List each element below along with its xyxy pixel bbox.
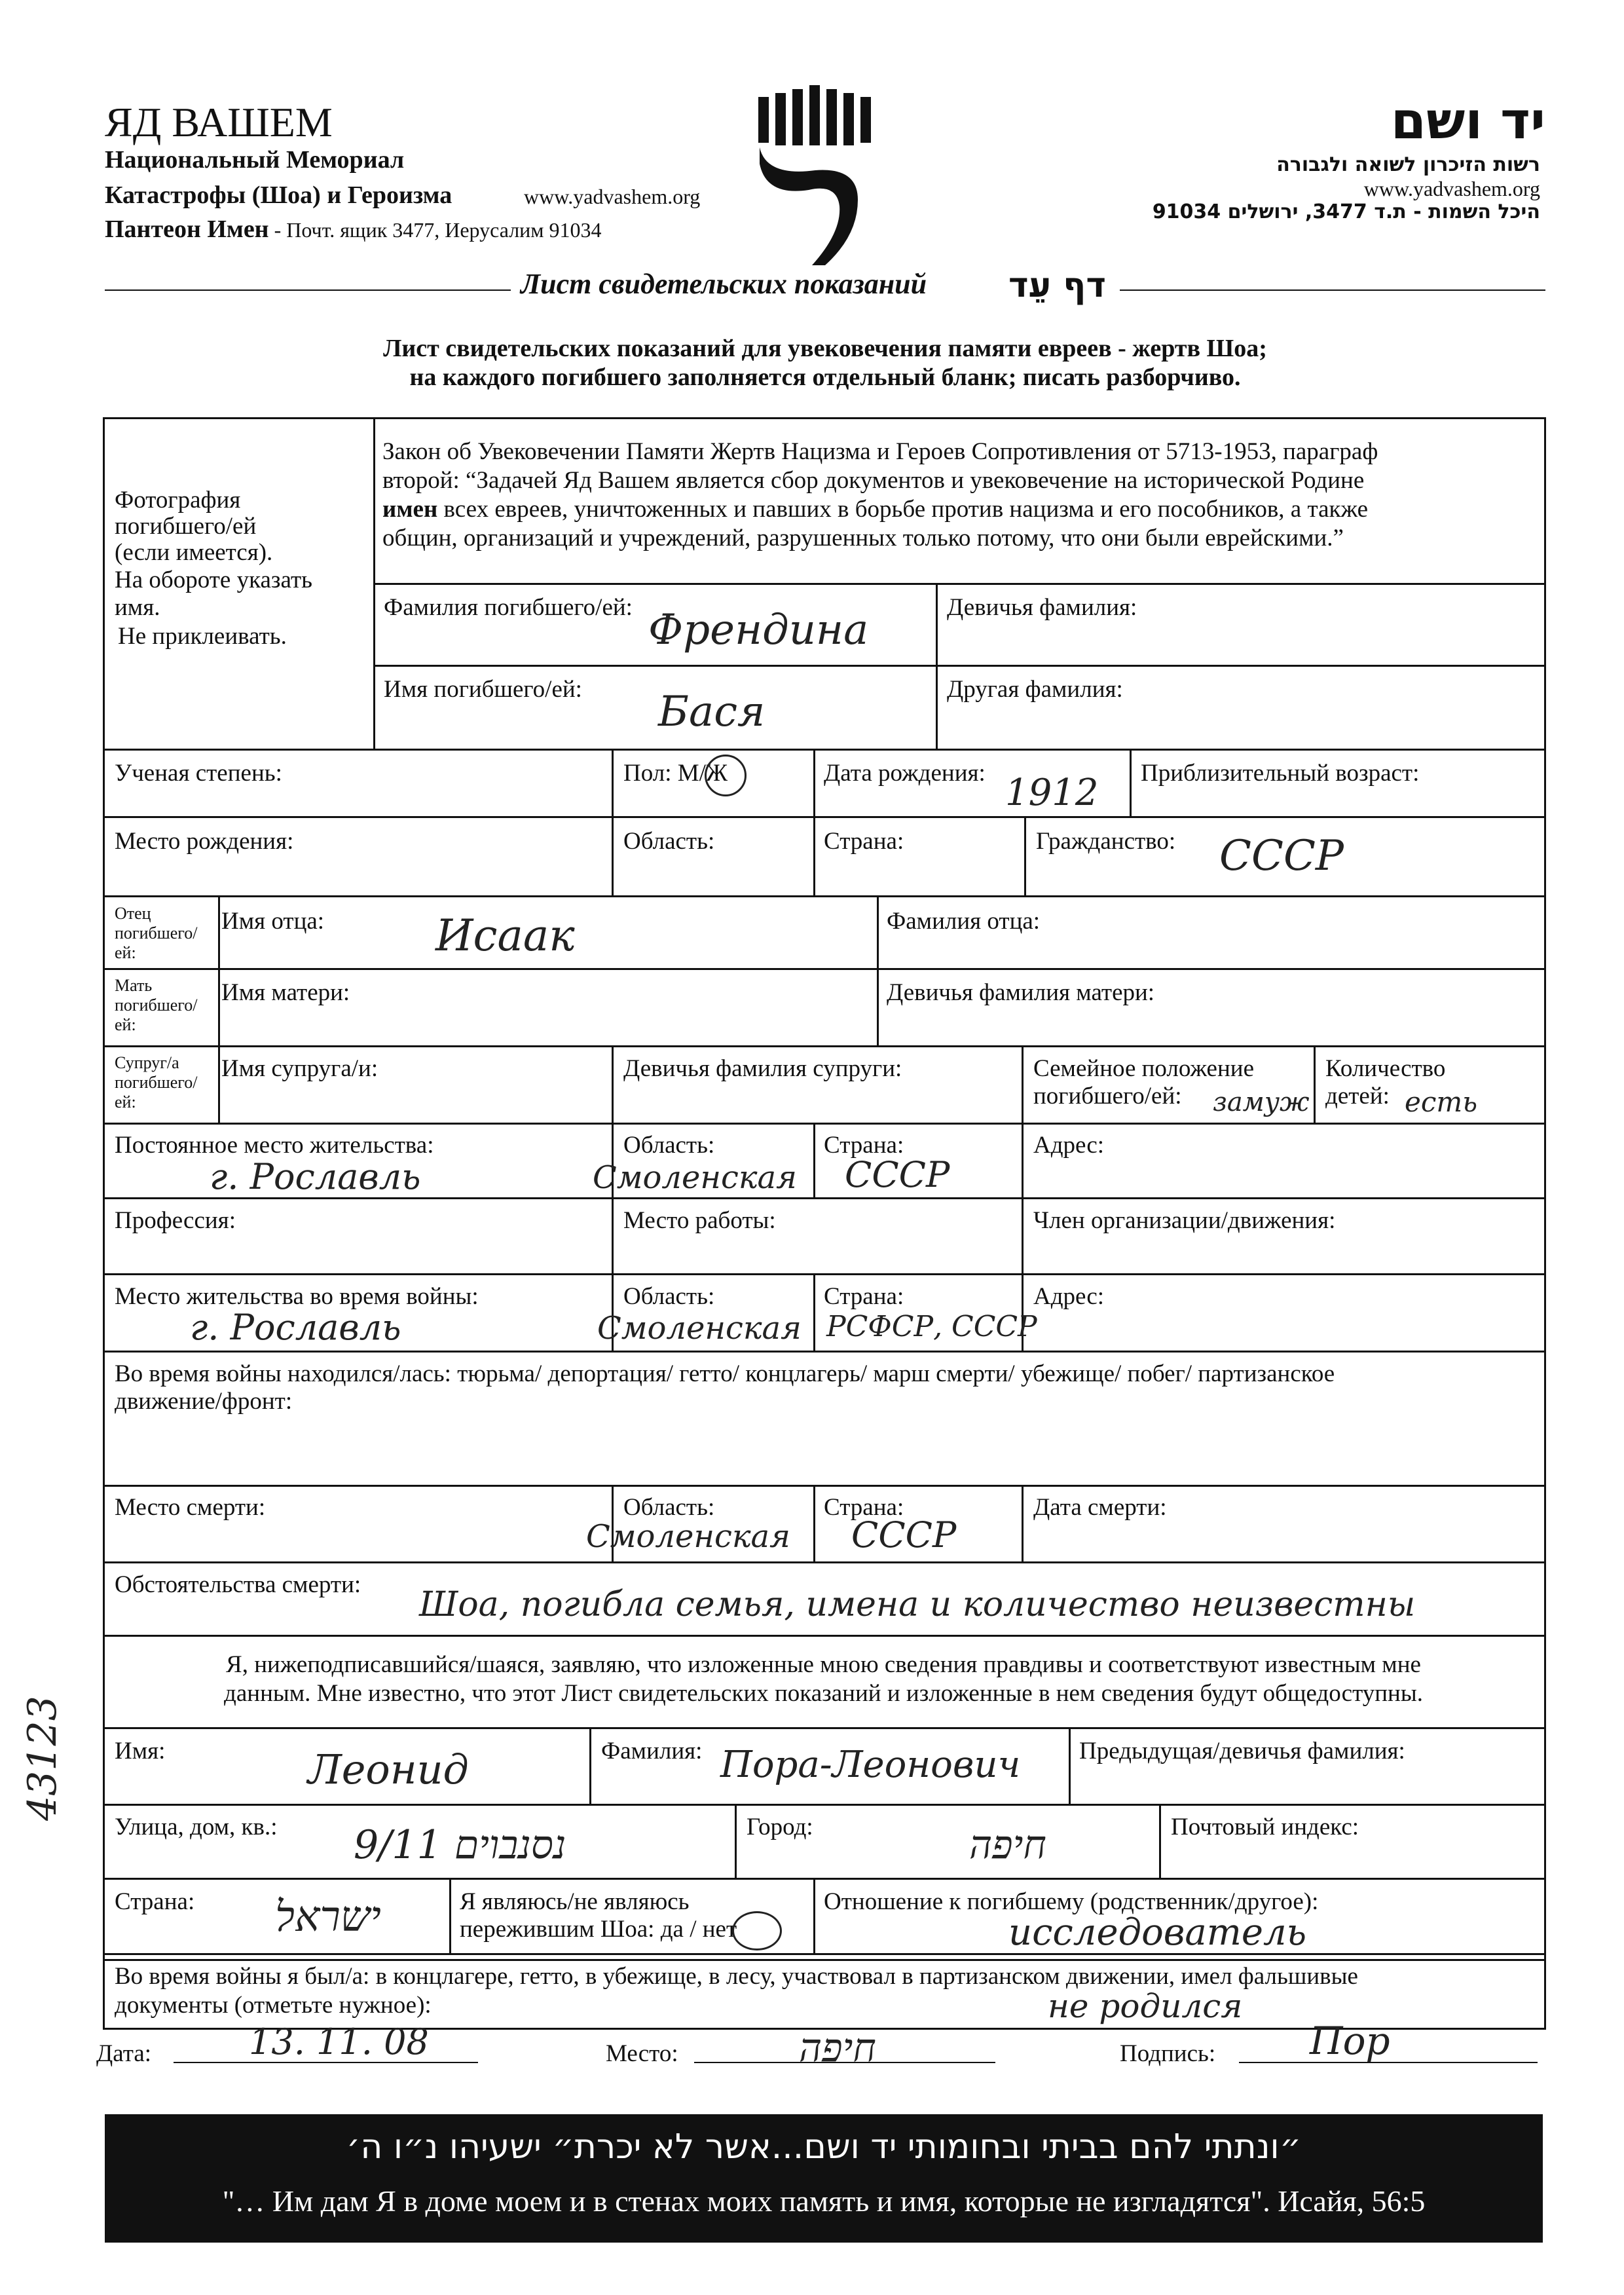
dob-value[interactable]: 1912	[1005, 772, 1099, 814]
death-region-label: Область:	[623, 1494, 715, 1521]
he-line-3: היכל השמות - ת.ד 3477, ירושלים 91034	[1152, 200, 1540, 223]
residence-address-label: Адрес:	[1033, 1132, 1105, 1159]
rule-citizenship-left	[1024, 816, 1026, 897]
rule-col4-a	[1022, 1045, 1024, 1275]
mother-maiden-label: Девичья фамилия матери:	[887, 979, 1155, 1006]
war-region-label: Область:	[623, 1283, 715, 1310]
rule-sub-surname-left	[589, 1727, 591, 1806]
mother-side-1: Мать	[115, 976, 153, 995]
form-title: Лист свидетельских показаний	[521, 268, 927, 300]
rule-spouse-bottom	[103, 1123, 1544, 1125]
death-country-value[interactable]: СССР	[851, 1514, 957, 1556]
law-line-4: общин, организаций и учреждений, разрушенных только потому, что они были еврейскими.”	[382, 525, 1344, 551]
citizenship-value[interactable]: СССР	[1219, 832, 1344, 880]
law-bold-word: имен	[382, 496, 438, 523]
sub-name-label: Имя:	[115, 1738, 166, 1764]
war-country-label: Страна:	[824, 1283, 904, 1310]
rule-relation-left	[813, 1878, 815, 1955]
form-title-he: דף עֵד	[1008, 266, 1106, 305]
residence-country-value[interactable]: СССР	[845, 1154, 950, 1195]
title-rule-left	[105, 289, 511, 291]
date-value[interactable]: 13. 11. 08	[249, 2021, 429, 2062]
rule-decl-bottom	[103, 1727, 1544, 1729]
death-region-value[interactable]: Смоленская	[586, 1518, 790, 1555]
rule-age-left	[1130, 749, 1132, 818]
father-name-value[interactable]: Исаак	[435, 910, 575, 961]
signature-value[interactable]: Пор	[1310, 2019, 1390, 2063]
law-line-2: второй: “Задачей Яд Вашем является сбор документов и увековечение на исторической Родине	[382, 467, 1365, 494]
org-name-ru: ЯД ВАШЕМ	[105, 99, 333, 145]
degree-label: Ученая степень:	[115, 760, 282, 787]
victim-first-label: Имя погибшего/ей:	[384, 676, 582, 703]
intro-line-2: на каждого погибшего заполняется отдельный бланк; писать разборчиво.	[409, 364, 1241, 391]
workplace-label: Место работы:	[623, 1207, 776, 1234]
father-side-3: ей:	[115, 943, 136, 962]
footer-russian-quote: "… Им дам Я в доме моем и в стенах моих память и имя, которые не изгладятся". Исайя, 56:5	[222, 2184, 1426, 2218]
title-rule-right	[1120, 289, 1545, 291]
he-line-1: רשות הזיכרון לשואה ולגבורה	[1276, 153, 1540, 176]
place-value[interactable]: חיפה	[799, 2025, 876, 2071]
rule-surname-bottom	[375, 665, 1544, 667]
photo-label-1: Фотография	[115, 487, 241, 513]
residence-country-label: Страна:	[824, 1132, 904, 1159]
father-side-1: Отец	[115, 904, 151, 923]
father-side-2: погибшего/	[115, 924, 198, 942]
victim-other-label: Другая фамилия:	[947, 676, 1123, 703]
children-value[interactable]: есть	[1405, 1086, 1478, 1118]
spouse-side-2: погибшего/	[115, 1073, 198, 1092]
rule-sub-prev-left	[1069, 1727, 1071, 1806]
birth-country-label: Страна:	[824, 828, 904, 855]
father-name-label: Имя отца:	[221, 908, 325, 935]
citizenship-label: Гражданство:	[1036, 828, 1176, 855]
rule-children-left	[1314, 1045, 1316, 1125]
death-place-label: Место смерти:	[115, 1494, 266, 1521]
menorah-logo-icon	[753, 85, 877, 269]
victim-surname-value[interactable]: Френдина	[648, 606, 869, 654]
war-status-line-2: движение/фронт:	[115, 1388, 293, 1415]
declaration-line-1: Я, нижеподписавшийся/шаяся, заявляю, что изложенные мною сведения правдивы и соответствуют известным мне	[226, 1651, 1421, 1678]
war-submitter-value[interactable]: не родился	[1048, 1987, 1243, 2025]
rule-subname-bottom	[103, 1804, 1544, 1806]
rule-work-bottom	[103, 1273, 1544, 1275]
photo-label-2: погибшего/ей	[115, 513, 257, 540]
age-label: Приблизительный возраст:	[1141, 760, 1420, 787]
law-line-3-rest: всех евреев, уничтоженных и павших в борьбе против нацизма и его пособников, а также	[437, 496, 1368, 523]
residence-region-label: Область:	[623, 1132, 715, 1159]
death-circ-value[interactable]: Шоа, погибла семья, имена и количество неизвестны	[419, 1585, 1416, 1624]
death-country-label: Страна:	[824, 1494, 904, 1521]
pantheon-label: Пантеон Имен	[105, 215, 269, 243]
sub-country-value[interactable]: ישראל	[275, 1893, 381, 1941]
spouse-side-3: ей:	[115, 1092, 136, 1111]
victim-maiden-label: Девичья фамилия:	[947, 594, 1137, 621]
yad-vashem-logo	[753, 85, 877, 269]
mother-name-label: Имя матери:	[221, 979, 350, 1006]
spouse-name-label: Имя супруга/и:	[221, 1055, 378, 1082]
victim-first-value[interactable]: Бася	[658, 688, 766, 736]
photo-label-6: Не приклеивать.	[118, 623, 287, 650]
sub-surname-value[interactable]: Пора-Леонович	[720, 1744, 1021, 1786]
rule-circ-bottom	[103, 1635, 1544, 1637]
org-name-he: יד ושם	[1390, 92, 1545, 151]
spouse-side-1: Супруг/а	[115, 1053, 179, 1072]
sub-surname-label: Фамилия:	[601, 1738, 703, 1764]
rule-death-country-left	[813, 1485, 815, 1563]
marital-label-2: погибшего/ей:	[1033, 1083, 1182, 1110]
rule-street-bottom	[103, 1878, 1544, 1880]
survivor-selected-circle[interactable]	[732, 1911, 782, 1950]
margin-note: 43123	[20, 1696, 65, 1821]
survivor-label-1: Я являюсь/не являюсь	[460, 1888, 690, 1915]
rule-degree-bottom	[103, 816, 1544, 818]
rule-warstatus-bottom	[103, 1485, 1544, 1487]
photo-label-5: имя.	[115, 594, 160, 621]
war-submitter-line-1: Во время войны я был/а: в концлагере, гетто, в убежище, в лесу, участвовал в партизанском движении, имел фальшивые	[115, 1963, 1358, 1990]
pantheon-address: - Почт. ящик 3477, Иерусалим 91034	[268, 218, 602, 242]
victim-surname-label: Фамилия погибшего/ей:	[384, 594, 633, 621]
rule-death-bottom	[103, 1561, 1544, 1563]
law-line-3	[382, 495, 1368, 524]
relation-value[interactable]: исследователь	[1008, 1911, 1307, 1954]
sub-country-label: Страна:	[115, 1888, 195, 1915]
rule-mother-bottom	[103, 1045, 1544, 1047]
rule-birth-bottom	[103, 895, 1544, 897]
rule-death-date-left	[1022, 1485, 1024, 1563]
place-label: Место:	[606, 2040, 678, 2067]
spouse-maiden-label: Девичья фамилия супруги:	[623, 1055, 902, 1082]
website-right: www.yadvashem.org	[1363, 177, 1540, 200]
org-line-3	[105, 215, 602, 244]
rule-sex-left	[612, 749, 614, 897]
rule-side-label	[218, 895, 220, 1125]
rule-name-mid	[936, 583, 938, 751]
rule-warres-country-left	[813, 1273, 815, 1353]
war-submitter-line-2: документы (отметьте нужное):	[115, 1992, 432, 2019]
law-line-1: Закон об Увековечении Памяти Жертв Нацизма и Героев Сопротивления от 5713-1953, параграф	[382, 438, 1378, 465]
sub-city-value[interactable]: חיפה	[969, 1822, 1046, 1868]
date-label: Дата:	[96, 2040, 152, 2067]
residence-value[interactable]: г. Рославль	[210, 1156, 421, 1197]
rule-survivor-left	[449, 1878, 451, 1955]
survivor-label-2: пережившим Шоа: да / нет	[460, 1916, 737, 1943]
sub-zip-label: Почтовый индекс:	[1171, 1814, 1359, 1840]
birthplace-label: Место рождения:	[115, 828, 294, 855]
mother-side-2: погибшего/	[115, 996, 198, 1015]
birth-region-label: Область:	[623, 828, 715, 855]
declaration-line-2: данным. Мне известно, что этот Лист свидетельских показаний и изложенные в нем сведения будут общедоступны.	[224, 1680, 1423, 1707]
rule-photo-right	[373, 417, 375, 751]
org-line-1: Национальный Мемориал	[105, 146, 405, 174]
sex-label: Пол: М/Ж	[623, 760, 728, 787]
children-label-1: Количество	[1325, 1055, 1446, 1082]
sex-selected-circle[interactable]	[705, 755, 747, 796]
org-line-2: Катастрофы (Шоа) и Героизма	[105, 181, 452, 209]
member-label: Член организации/движения:	[1033, 1207, 1336, 1234]
war-region-value[interactable]: Смоленская	[597, 1310, 802, 1347]
profession-label: Профессия:	[115, 1207, 236, 1234]
photo-label-4: На обороте указать	[115, 567, 313, 593]
rule-father-bottom	[103, 968, 1544, 970]
rule-city-left	[735, 1804, 737, 1880]
website-left: www.yadvashem.org	[524, 185, 701, 208]
rule-parent-mid	[877, 895, 879, 1047]
death-circ-label: Обстоятельства смерти:	[115, 1571, 361, 1598]
rule-name-bottom	[103, 749, 1544, 751]
rule-residence-bottom	[103, 1197, 1544, 1199]
sign-label: Подпись:	[1120, 2040, 1216, 2067]
residence-region-value[interactable]: Смоленская	[593, 1159, 797, 1196]
intro-line-1: Лист свидетельских показаний для увековечения памяти евреев - жертв Шоа;	[383, 335, 1267, 362]
rule-warres-bottom	[103, 1351, 1544, 1353]
photo-label-3: (если имеется).	[115, 539, 273, 566]
sub-street-value[interactable]: 9/11 נסנבוים	[354, 1822, 566, 1868]
footer-banner	[105, 2114, 1543, 2243]
war-residence-value[interactable]: г. Рославль	[190, 1307, 401, 1348]
death-date-label: Дата смерти:	[1033, 1494, 1167, 1521]
dob-label: Дата рождения:	[824, 760, 986, 787]
children-label-2: детей:	[1325, 1083, 1390, 1110]
residence-label: Постоянное место жительства:	[115, 1132, 434, 1159]
rule-zip-left	[1159, 1804, 1161, 1880]
sub-name-value[interactable]: Леонид	[308, 1745, 469, 1793]
relation-label: Отношение к погибшему (родственник/другое):	[824, 1888, 1319, 1915]
rule-dob-left	[813, 749, 815, 897]
sub-street-label: Улица, дом, кв.:	[115, 1814, 278, 1840]
war-residence-label: Место жительства во время войны:	[115, 1283, 479, 1310]
marital-label-1: Семейное положение	[1033, 1055, 1254, 1082]
sub-city-label: Город:	[747, 1814, 813, 1840]
mother-side-3: ей:	[115, 1015, 136, 1034]
rule-law-bottom	[375, 583, 1544, 585]
war-address-label: Адрес:	[1033, 1283, 1105, 1310]
war-country-value[interactable]: РСФСР, СССР	[826, 1310, 1037, 1343]
war-status-line-1: Во время войны находился/лась: тюрьма/ депортация/ гетто/ концлагерь/ марш смерти/ убежище/ побег/ партизанское	[115, 1360, 1335, 1387]
rule-res-country-left	[813, 1123, 815, 1199]
footer-hebrew-quote: ״ונתתי להם בביתי ובחומותי יד ושם...אשר לא יכרת״ ישעיהו נ״ו ה׳	[346, 2127, 1302, 2167]
sub-prev-label: Предыдущая/девичья фамилия:	[1079, 1738, 1405, 1764]
marital-value[interactable]: замуж	[1213, 1087, 1310, 1117]
father-surname-label: Фамилия отца:	[887, 908, 1041, 935]
